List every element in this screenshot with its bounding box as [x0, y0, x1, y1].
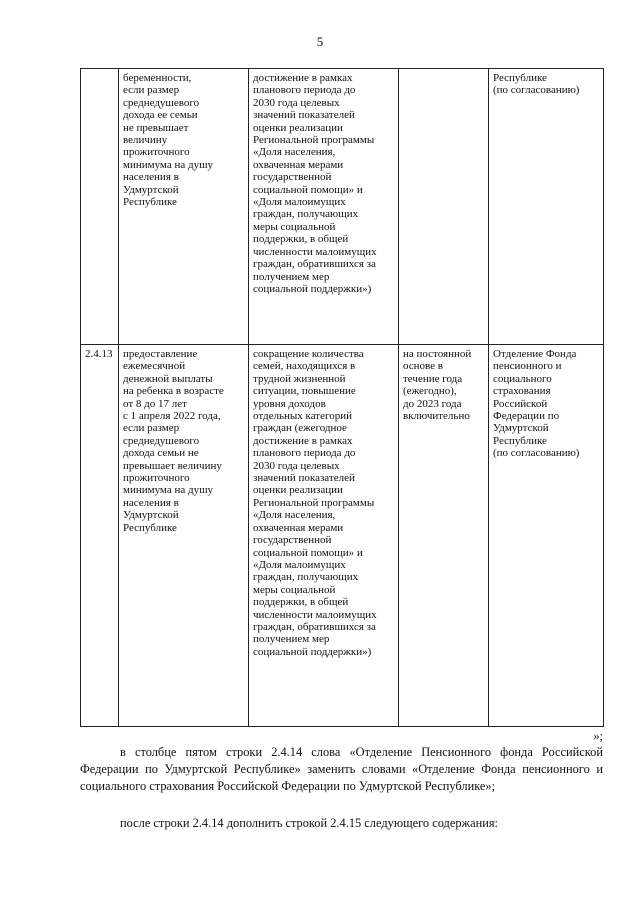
page-number: 5 [316, 34, 324, 49]
term-cell: на постоянной основе в течение года (ежегодно), до 2023 года включительно [399, 345, 489, 727]
executor-cell: Отделение Фонда пенсионного и социального страхования Российской Федерации по Удмуртской Республике (по согласованию) [489, 345, 604, 727]
row-number-cell: 2.4.13 [81, 345, 119, 727]
amendment-paragraph: после строки 2.4.14 дополнить строкой 2.4.15 следующего содержания: [120, 816, 498, 830]
table-row [81, 69, 604, 345]
executor-cell: Республике (по согласованию) [489, 69, 604, 345]
quote-closing: »; [593, 729, 603, 743]
result-cell: сокращение количества семей, находящихся в трудной жизненной ситуации, повышение уровня доходов отдельных категорий граждан (ежегодное достижение в рамках планового периода до 2030 года целевых значений показателей оценки реализации Региональной программы «Доля населения, охваченная мерами государственной социальной помощи» и «Доля малоимущих граждан, получающих меры социальной поддержки, в общей численности малоимущих граждан, обратившихся за получением мер социальной поддержки») [249, 345, 399, 727]
amendment-paragraph: в столбце пятом строки 2.4.14 слова «Отделение Пенсионного фонда Российской Федерации по Удмуртской Республике» заменить словами «Отделение Фонда пенсионного и социального страхования Российской Федерации по Удмуртской Республике»; [80, 745, 603, 793]
row-number-cell [81, 69, 119, 345]
table-row [81, 345, 604, 727]
measure-cell: беременности, если размер среднедушевого дохода ее семьи не превышает величину прожиточного минимума на душу населения в Удмуртской Республике [119, 69, 249, 345]
result-cell: достижение в рамках планового периода до 2030 года целевых значений показателей оценки реализации Региональной программы «Доля населения, охваченная мерами государственной социальной помощи» и «Доля малоимущих граждан, получающих меры социальной поддержки, в общей численности малоимущих граждан, обратившихся за получением мер социальной поддержки») [249, 69, 399, 345]
measure-cell: предоставление ежемесячной денежной выплаты на ребенка в возрасте от 8 до 17 лет с 1 апреля 2022 года, если размер среднедушевого дохода семьи не превышает величину прожиточного минимума на душу населения в Удмуртской Республике [119, 345, 249, 727]
term-cell [399, 69, 489, 345]
measures-table [80, 68, 604, 727]
